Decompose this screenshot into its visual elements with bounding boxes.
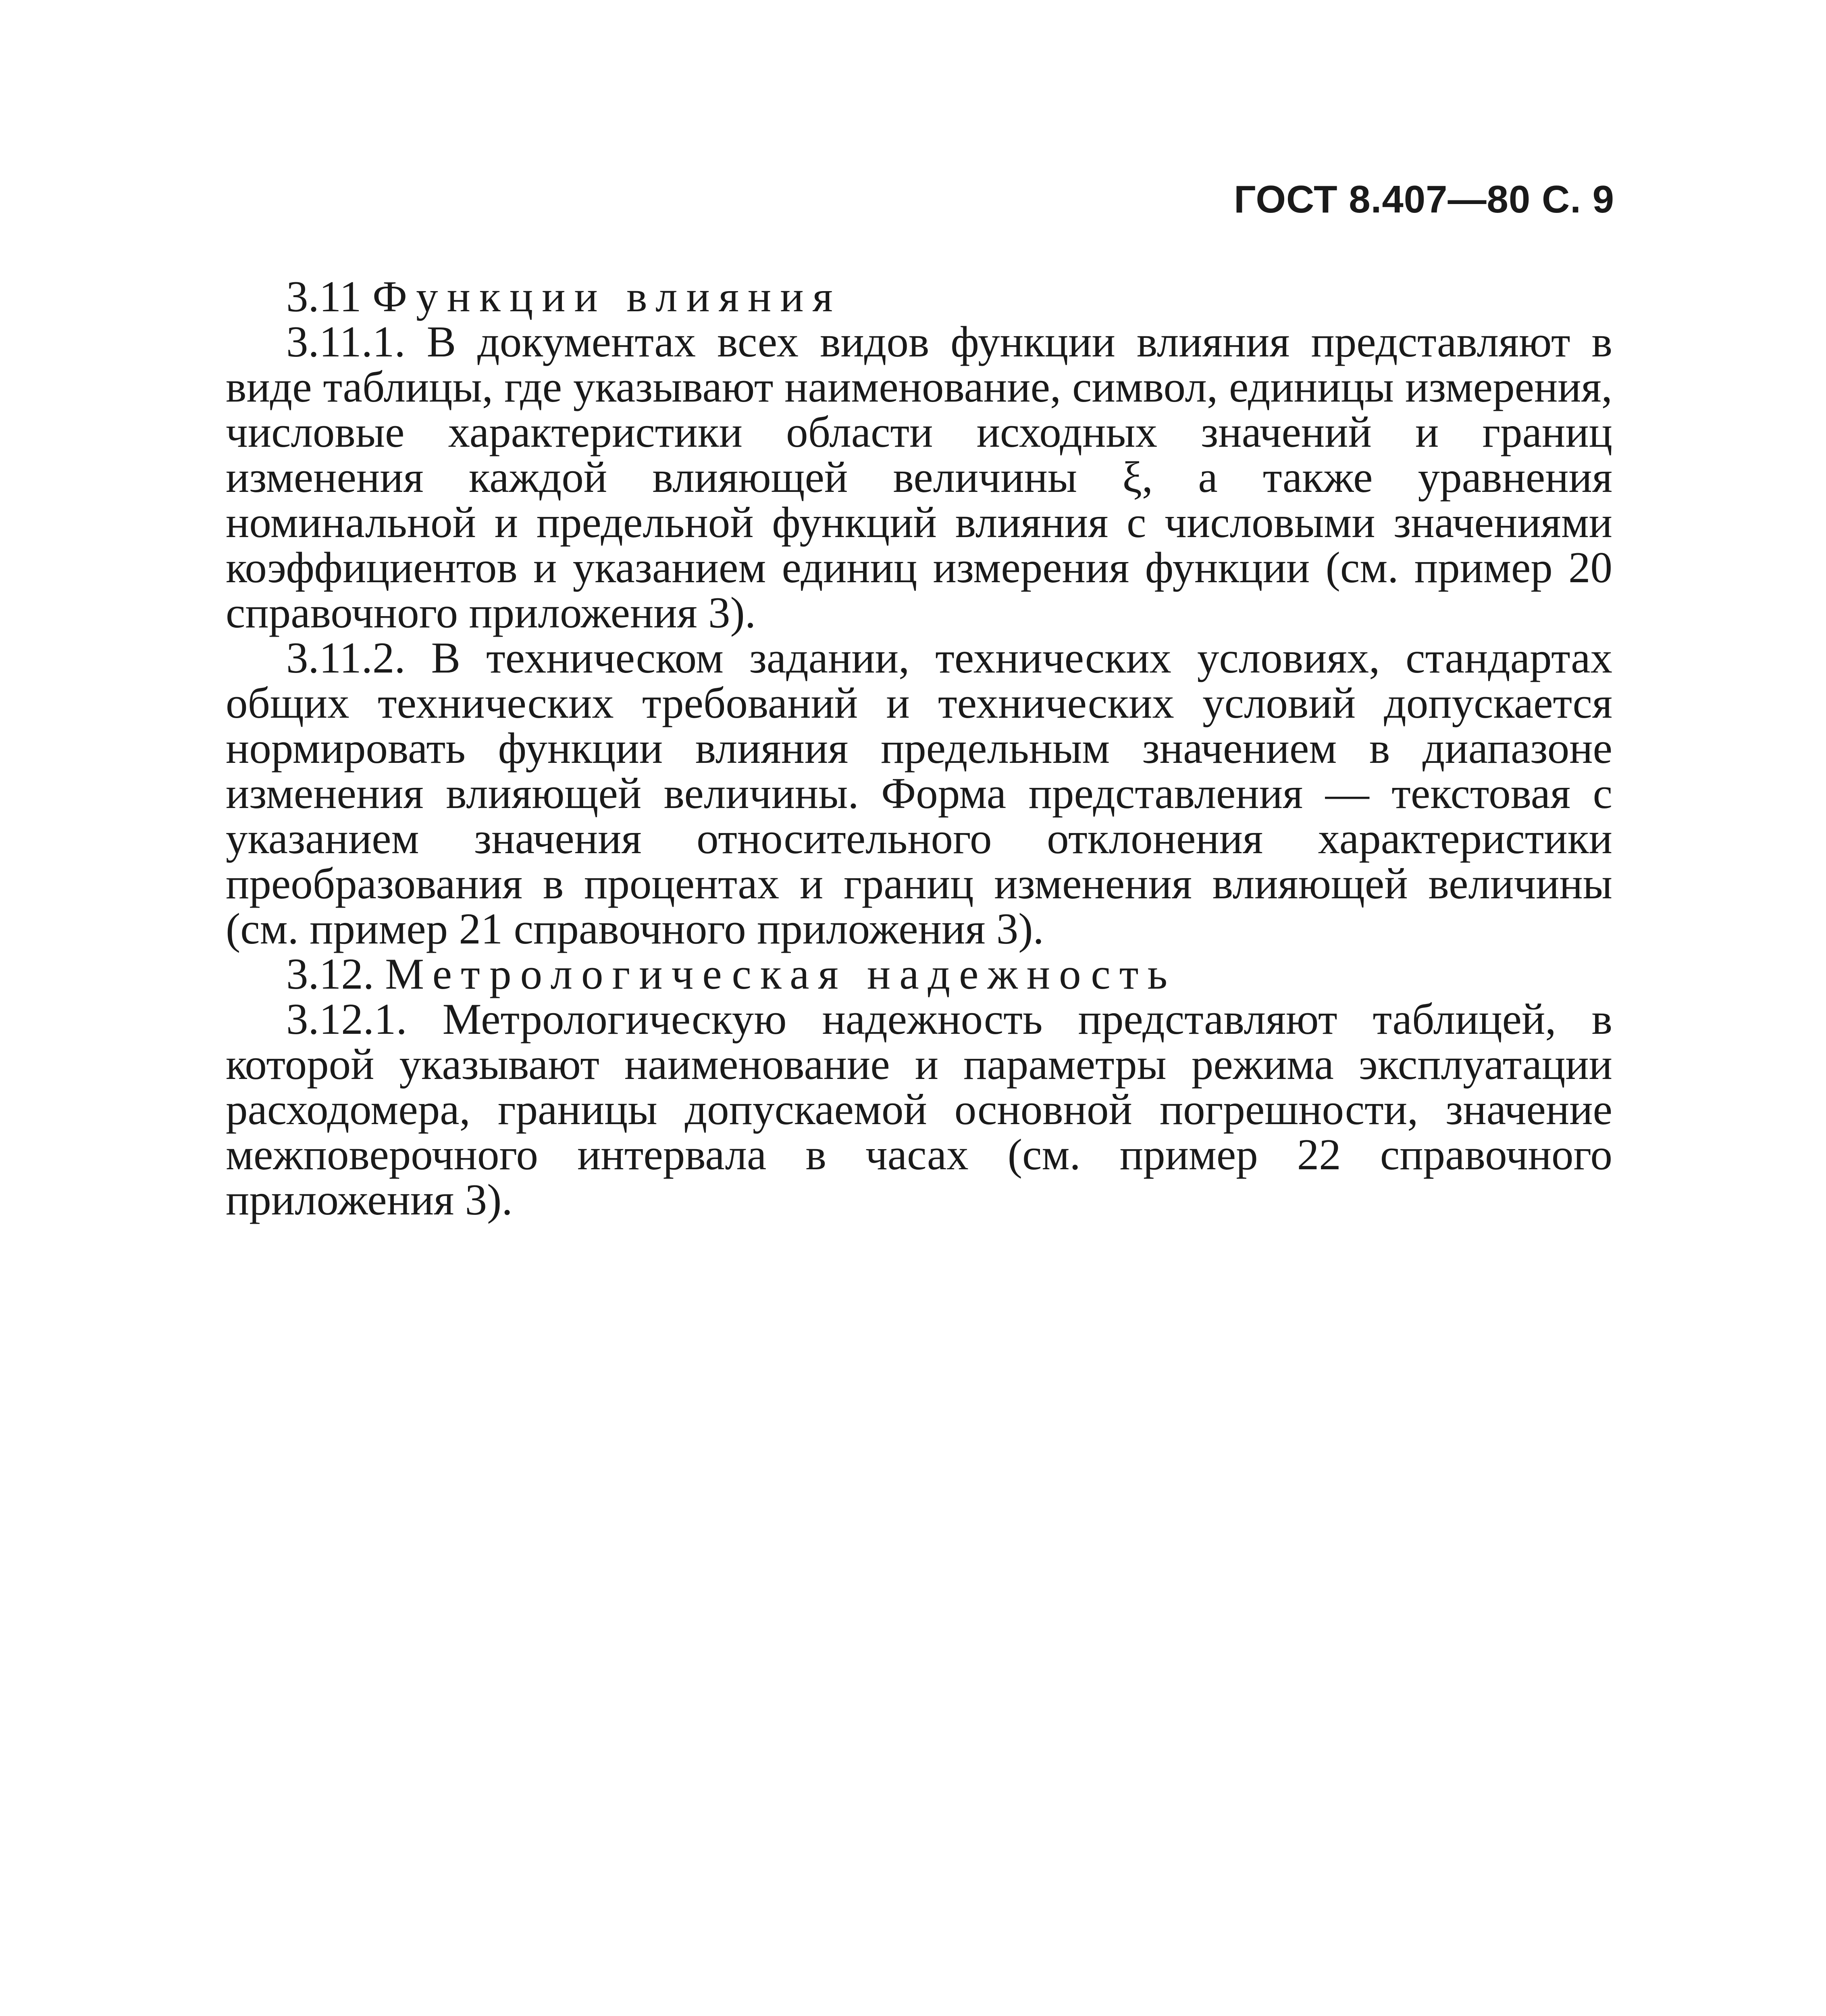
paragraph-3-12-1: 3.12.1. Метрологическую надежность представляют таблицей, в которой указывают наименование и параметры режима эксплуатации расходомера, границы допускаемой основной погрешности, значение межповерочного интервала в часах (см. пример 22 справочного приложения 3). xyxy=(226,995,1612,1224)
section-heading-3-11 xyxy=(226,274,1612,319)
section-title: Функции влияния xyxy=(372,272,842,321)
paragraph-3-11-1: 3.11.1. В документах всех видов функции влияния представляют в виде таблицы, где указывают наименование, символ, единицы измерения, числовые характеристики области исходных значений и границ изменения каждой влияющей величины ξ, а также уравнения номинальной и предельной функций влияния с числовыми значениями коэффициентов и указанием единиц измерения функции (см. пример 20 справочного приложения 3). xyxy=(226,317,1612,637)
page-body xyxy=(226,274,1612,1223)
section-number: 3.11 xyxy=(286,272,362,321)
paragraph-3-11-2: 3.11.2. В техническом задании, технических условиях, стандартах общих технических требований и технических условий допускается нормировать функции влияния предельным значением в диапазоне изменения влияющей величины. Форма представления — текстовая с указанием значения относительного отклонения характеристики преобразования в процентах и границ изменения влияющей величины (см. пример 21 справочного приложения 3). xyxy=(226,633,1612,953)
section-heading-3-12 xyxy=(226,952,1612,997)
section-number: 3.12. xyxy=(286,950,374,998)
section-title: Метрологическая надежность xyxy=(385,950,1177,998)
running-header: ГОСТ 8.407—80 С. 9 xyxy=(1234,178,1614,221)
